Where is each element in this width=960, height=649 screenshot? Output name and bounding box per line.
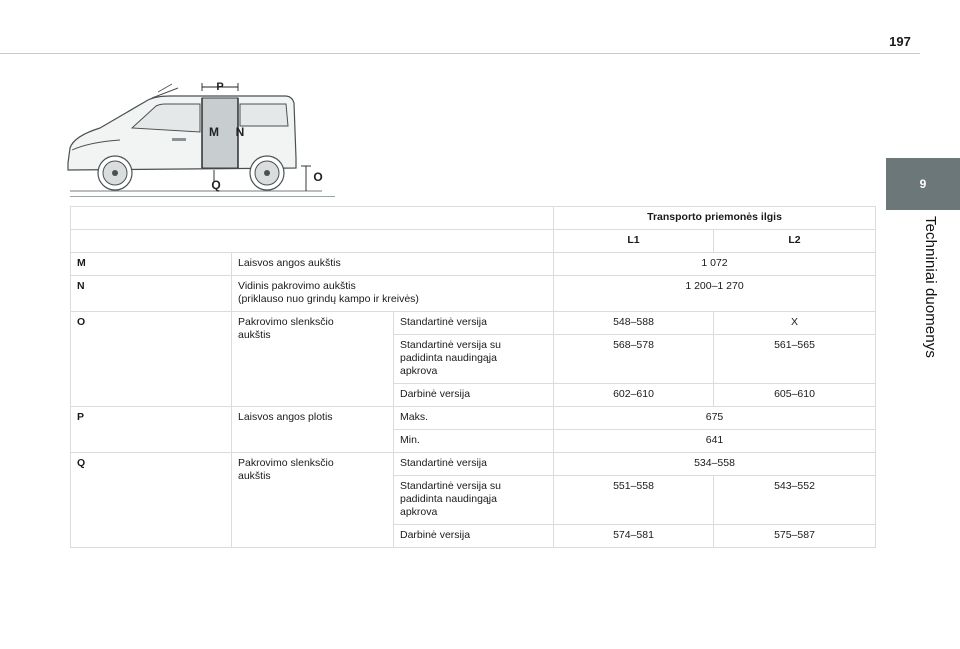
row-code: O [71, 312, 232, 407]
row-desc: Pakrovimo slenksčio aukštis [232, 453, 394, 548]
table-row [71, 407, 876, 430]
row-desc: Laisvos angos aukštis [232, 253, 554, 276]
illustration-rule [70, 196, 335, 197]
row-desc: Vidinis pakrovimo aukštis (priklauso nuo grindų kampo ir kreivės) [232, 276, 554, 312]
chapter-title: Techniniai duomenys [922, 216, 939, 358]
header-title: Transporto priemonės ilgis [554, 207, 876, 230]
version-cell: Min. [394, 430, 554, 453]
row-code: P [71, 407, 232, 453]
l1-cell: 568–578 [554, 335, 714, 384]
version-cell: Standartinė versija [394, 453, 554, 476]
l2-cell: 605–610 [714, 384, 876, 407]
version-cell: Darbinė versija [394, 384, 554, 407]
l1-cell: 551–558 [554, 476, 714, 525]
page-number: 197 [889, 34, 911, 49]
label-p: P [216, 81, 224, 93]
row-desc: Pakrovimo slenksčio aukštis [232, 312, 394, 407]
header-l2: L2 [714, 230, 876, 253]
version-cell: Standartinė versija su padidinta naudingąja apkrova [394, 476, 554, 525]
table-row [71, 276, 876, 312]
row-code: Q [71, 453, 232, 548]
version-cell: Darbinė versija [394, 525, 554, 548]
l1-cell: 548–588 [554, 312, 714, 335]
header-rule [0, 53, 920, 54]
row-desc: Laisvos angos plotis [232, 407, 394, 453]
header-l1: L1 [554, 230, 714, 253]
table-row [71, 453, 876, 476]
l1-cell: 602–610 [554, 384, 714, 407]
version-cell: Standartinė versija [394, 312, 554, 335]
version-cell: Maks. [394, 407, 554, 430]
label-n: N [235, 125, 245, 139]
value-cell: 675 [554, 407, 876, 430]
label-q: Q [211, 178, 221, 192]
chapter-tab[interactable] [886, 158, 960, 210]
l1-cell: 574–581 [554, 525, 714, 548]
version-cell: Standartinė versija su padidinta naudingąja apkrova [394, 335, 554, 384]
l2-cell: 561–565 [714, 335, 876, 384]
table-row [71, 253, 876, 276]
table-row [71, 312, 876, 335]
l2-cell: 575–587 [714, 525, 876, 548]
row-code: N [71, 276, 232, 312]
l2-cell: 543–552 [714, 476, 876, 525]
header-row [71, 207, 876, 230]
value-cell: 641 [554, 430, 876, 453]
label-m: M [209, 125, 219, 139]
row-code: M [71, 253, 232, 276]
row-value: 1 072 [554, 253, 876, 276]
header-subrow [71, 230, 876, 253]
value-cell: 534–558 [554, 453, 876, 476]
l2-cell: X [714, 312, 876, 335]
chapter-number: 9 [919, 177, 927, 191]
label-o: O [313, 170, 323, 184]
dimensions-table [70, 206, 876, 548]
row-value: 1 200–1 270 [554, 276, 876, 312]
van-side-view-icon [60, 78, 335, 198]
